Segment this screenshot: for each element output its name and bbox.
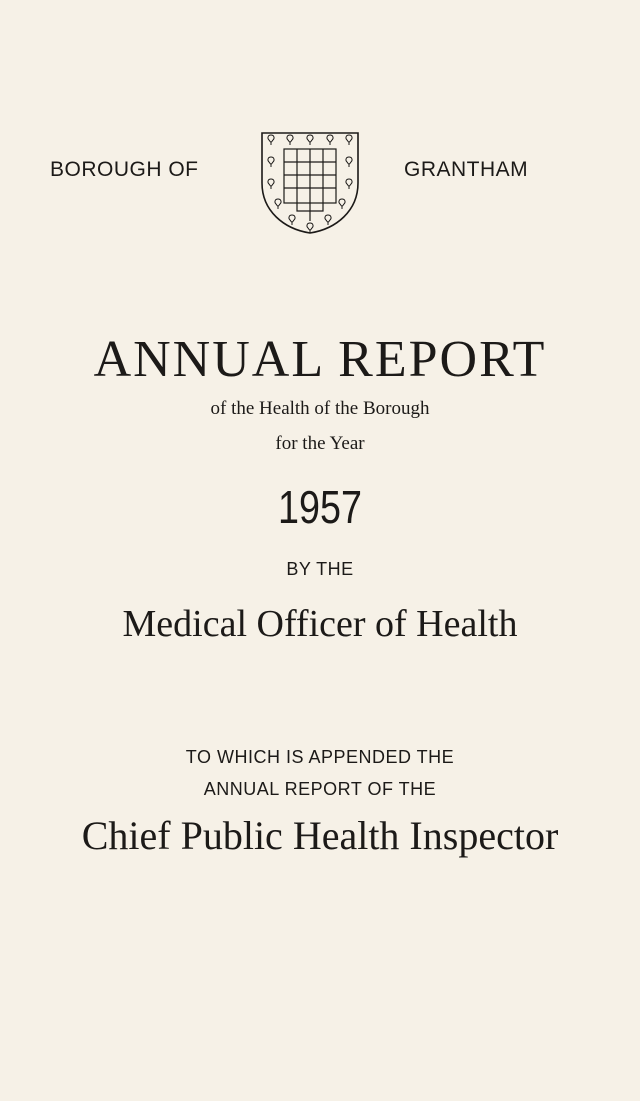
borough-of-label: BOROUGH OF bbox=[50, 158, 199, 181]
grantham-label: GRANTHAM bbox=[404, 158, 529, 181]
report-year: 1957 bbox=[278, 481, 362, 533]
appendix-title: Chief Public Health Inspector bbox=[81, 813, 559, 858]
author-title: Medical Officer of Health bbox=[122, 603, 518, 645]
borough-shield-crest-icon bbox=[258, 131, 362, 235]
by-line: BY THE bbox=[286, 559, 354, 579]
subtitle-line-1: of the Health of the Borough bbox=[210, 398, 430, 419]
page-title: ANNUAL REPORT bbox=[93, 331, 547, 388]
appendix-line-1: TO WHICH IS APPENDED THE bbox=[185, 747, 455, 767]
subtitle-line-2: for the Year bbox=[275, 433, 365, 454]
appendix-line-2: ANNUAL REPORT OF THE bbox=[203, 779, 437, 799]
